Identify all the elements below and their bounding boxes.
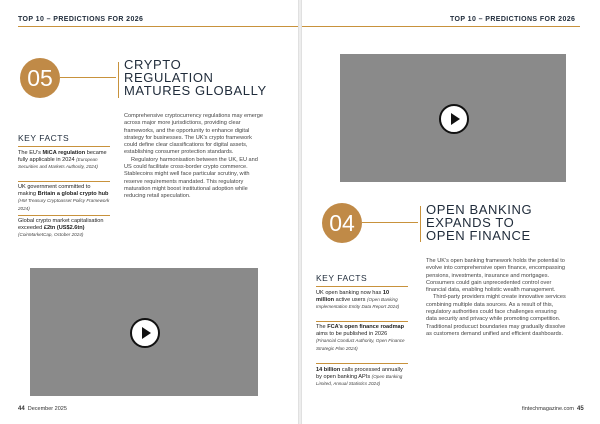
key-facts-rule [18, 215, 110, 216]
key-facts-rule [18, 181, 110, 182]
body-paragraph: The UK’s open banking framework holds the potential to evolve into comprehensive open finance, encompassing pensions, investments, insurance and mortgages. Consumers could gain unprecedented control over financial data, enabling holistic wealth management. [426, 258, 565, 294]
prediction-number-badge: 05 [20, 58, 60, 98]
site-name: fintechmagazine.com [522, 406, 574, 412]
article-headline [426, 203, 532, 242]
play-icon[interactable] [439, 104, 469, 134]
headline-line: CRYPTO [124, 57, 182, 72]
headline-line: EXPANDS TO [426, 215, 515, 230]
page-header: TOP 10 – PREDICTIONS FOR 2026 [18, 16, 144, 23]
headline-line: OPEN FINANCE [426, 228, 531, 243]
key-facts-rule [316, 363, 408, 364]
headline-line: OPEN BANKING [426, 202, 533, 217]
key-facts-title: KEY FACTS [18, 133, 70, 143]
page-number: 45 [577, 406, 584, 412]
body-paragraph: Regulatory harmonisation between the UK, EU and US could facilitate cross-border crypto commerce. Stablecoins might well face particular scrutiny, with reserve requirements mandated. This regulatory maturation might boost institutional adoption while reducing retail speculation. [124, 156, 258, 200]
body-paragraph: Third-party providers might create innovative services combining multiple data sources. As a result of this, regulatory authorities could face challenges ensuring data security and privacy while promoting competition. Traditional producuct boundaries may gradually dissolve as customers demand unified and efficient dashboards. [426, 294, 566, 337]
key-fact: UK open banking now has 10 million active users (Open Banking Implementation Entity Data Report 2024) [316, 290, 400, 310]
badge-rule [60, 77, 116, 78]
left-page [0, 0, 298, 424]
header-rule [302, 26, 580, 27]
key-fact: UK government committed to making Britain a global crypto hub (HM Treasury Cryptoasset Policy Framework 2024) [18, 184, 110, 211]
article-body [124, 113, 266, 201]
article-body [426, 258, 568, 338]
body-paragraph: Comprehensive cryptocurrency regulations may emerge across major more jurisdictions, providing clear frameworks, and the opportunity to enhance digital strategy for businesses. The UK’s crypto framework could define clear classifications for digital assets, establishing consumer protection standards. [124, 113, 263, 156]
video-thumbnail[interactable] [30, 268, 258, 396]
headline-line: MATURES GLOBALLY [124, 83, 267, 98]
issue-date: December 2025 [27, 406, 67, 412]
badge-rule [362, 222, 418, 223]
video-thumbnail[interactable] [340, 54, 566, 182]
headline-divider [118, 62, 119, 98]
headline-divider [420, 206, 421, 242]
right-page [302, 0, 600, 424]
key-facts-rule [316, 286, 408, 287]
page-footer [18, 406, 67, 412]
prediction-number-badge: 04 [322, 203, 362, 243]
article-headline [124, 58, 267, 97]
key-fact: The FCA’s open finance roadmap aims to be published in 2026 (Financial Conduct Authority, Open Finance Strategic Plan 2024) [316, 324, 405, 351]
page-footer [522, 406, 584, 412]
page-header: TOP 10 – PREDICTIONS FOR 2026 [450, 16, 576, 23]
key-fact: The EU’s MiCA regulation became fully applicable in 2024 (European Securities and Markets Authority, 2024) [18, 150, 107, 170]
key-facts-title: KEY FACTS [316, 273, 368, 283]
key-facts-rule [18, 146, 110, 147]
key-facts-rule [316, 321, 408, 322]
headline-line: REGULATION [124, 70, 214, 85]
key-fact: Global crypto market capitalisation exceeded £2tn (US$2.6tn) (CoinMarketCap, October 2024) [18, 218, 104, 238]
key-fact: 14 billion calls processed annually by open banking APIs (Open Banking Limited, Annual Statistics 2024) [316, 367, 403, 387]
page-number: 44 [18, 406, 25, 412]
play-icon[interactable] [130, 318, 160, 348]
header-rule [18, 26, 298, 27]
